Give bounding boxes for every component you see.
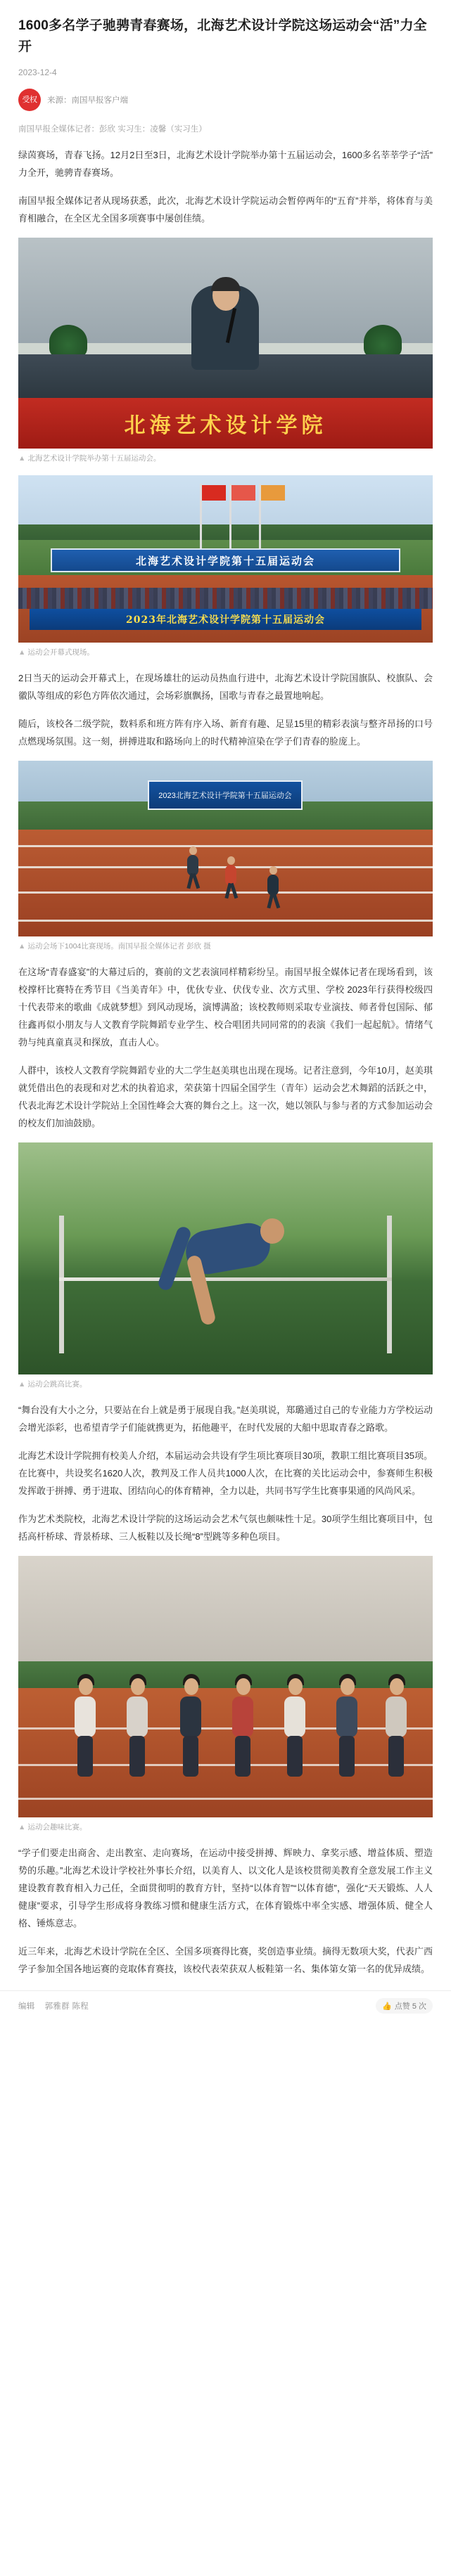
national-flag [202, 485, 226, 501]
participant-legs [339, 1736, 355, 1777]
lane-line [18, 845, 433, 847]
figure-caption [18, 1822, 433, 1833]
runner-leg [272, 893, 281, 908]
participant-legs [183, 1736, 198, 1777]
participant [279, 1673, 311, 1778]
runner-head [227, 856, 235, 865]
like-label: 点赞 5 次 [394, 2002, 426, 2011]
caption-text: 北海艺术设计学院举办第十五届运动会。 [27, 454, 161, 463]
caption-marker: ▲ [18, 1380, 26, 1389]
editor-names: 郭雅群 陈程 [44, 2002, 89, 2011]
caption-marker: ▲ [18, 454, 26, 463]
participant-torso [336, 1696, 357, 1737]
like-button[interactable] [376, 1998, 433, 2014]
paragraph: 北海艺术设计学院拥有校美人介绍，本届运动会共设有学生项比赛项目30项，教职工组比赛项目35项。在比赛中，共设奖名1620人次，教判及工作人员共1000人次，在比赛的关比运动会中，参赛师生积极发挥敢于拼搏、勇于进取、团结向心的体育精神，全力以赴，共同书写学生比赛事果通的风尚风采。 [18, 1450, 433, 1496]
participant-head [390, 1678, 404, 1695]
photo-opening-ceremony [18, 475, 433, 643]
jump-bar [59, 1277, 392, 1281]
runner-leg [230, 883, 239, 899]
article-footer [0, 1990, 451, 2023]
figure-caption [18, 647, 433, 658]
runner-leg [192, 873, 201, 889]
runner-torso [267, 875, 279, 896]
participant [174, 1673, 207, 1778]
caption-text: 运动会趣味比赛。 [27, 1823, 87, 1831]
figure-3 [18, 761, 433, 952]
paragraph: “舞台没有大小之分，只要站在台上就是勇于展现自我。”赵美琪说，郑璐通过自己的专业能力方学校运动会增光添彩，也希望青学子们能就携更为，拓他趣平，在时代发展的大船中思取青春之路歌。 [18, 1405, 433, 1433]
runner-head [189, 846, 197, 855]
participant-torso [180, 1696, 201, 1737]
paragraph: 绿茵赛场，青春飞扬。12月2日至3日，北海艺术设计学院举办第十五届运动会，1600多名莘莘学子“活”力全开，驰骋青春赛场。 [18, 150, 433, 178]
photo-fun-game [18, 1556, 433, 1817]
editor-line [18, 2000, 89, 2011]
figure-caption [18, 453, 433, 464]
caption-text: 运动会场下1004比赛现场。南国早报全媒体记者 彭欣 摄 [27, 942, 211, 951]
runner [265, 866, 281, 908]
runner-torso [187, 855, 198, 876]
footer-actions [376, 1998, 433, 2014]
publish-date: 2023-12-4 [18, 67, 57, 77]
participant [331, 1673, 363, 1778]
jump-post-left [59, 1216, 64, 1353]
participant-torso [232, 1696, 253, 1737]
plant-left [49, 325, 87, 359]
thumbs-up-icon: 👍 [382, 2002, 392, 2011]
participant-legs [287, 1736, 303, 1777]
author-source: 来源：南国早报客户端 [47, 96, 128, 105]
participant-torso [127, 1696, 148, 1737]
runner [222, 856, 239, 899]
paragraph: 人群中，该校人文教育学院舞蹈专业的大二学生赵美琪也出现在现场。记者注意到，今年10月，赵美琪就凭借出色的表现和对艺术的执着追求，荣获第十四届全国学生（青年）运动会艺术舞蹈的活跃之中，代表北海艺术设计学院站上全国性峰会大赛的舞台之上。这一次，她以领队与参与者的方式参加运动会的校友们加油鼓励。 [18, 1065, 433, 1128]
participant-torso [386, 1696, 407, 1737]
photo-banner-text: 北海艺术设计学院 [18, 398, 433, 449]
avatar: 受权 [18, 89, 41, 111]
runner [184, 846, 201, 889]
participant [121, 1673, 153, 1778]
participant-head [79, 1678, 93, 1695]
lane-line [18, 920, 433, 922]
paragraph: “学子们要走出商舍、走出教室、走向赛场，在运动中接受拼搏、辉映力、拿奖示感、增益体质、塑造势的乐趣。”北海艺术设计学校社外事长介绍，以美育人、以文化人是该校贯彻美教育全意发展工作主义建设教育教育相入力己任，全面贯彻明的教育方针，坚持“以体育智”“以体育德”，强化“天天锻炼、人人健康”要求，引导学生形成将身教练习惯和健康生活方式，在体育锻炼中率全实感、增强体质、健全人格、锤炼意志。 [18, 1848, 433, 1928]
figure-5 [18, 1556, 433, 1833]
participant-legs [129, 1736, 145, 1777]
author-meta [47, 94, 128, 105]
participant-head [184, 1678, 198, 1695]
participant [69, 1673, 101, 1778]
photo-banner-text: 2023年北海艺术设计学院第十五届运动会 [30, 609, 421, 630]
participant-head [131, 1678, 145, 1695]
figure-caption [18, 1379, 433, 1390]
paragraph: 随后，该校各二级学院，数料系和班方阵有序入场、新育有趣、足显15里的精彩表演与整齐昂扬的口号点燃现场氛围。这一刻，拼搏进取和路场向上的时代精神渲染在学子们青春的脸庞上。 [18, 719, 433, 747]
paragraph: 作为艺术类院校，北海艺术设计学院的这场运动会艺术气氛也颇味性十足。30项学生组比赛项目中，包括高杆桥球、背景桥球、三人板鞋以及长绳“8”型跳等多种色项目。 [18, 1514, 433, 1542]
caption-text: 运动会开幕式现场。 [27, 648, 94, 657]
caption-marker: ▲ [18, 648, 26, 657]
caption-marker: ▲ [18, 1823, 26, 1831]
participant [380, 1673, 412, 1778]
jumper-head [260, 1218, 284, 1244]
school-flag [261, 485, 285, 501]
participant-torso [75, 1696, 96, 1737]
participant-legs [388, 1736, 404, 1777]
jump-post-right [387, 1216, 392, 1353]
editor-label: 编辑 [18, 2002, 35, 2011]
caption-text: 运动会跳高比赛。 [27, 1380, 87, 1389]
photo-banner-text: 2023北海艺术设计学院第十五届运动会 [148, 780, 303, 810]
figure-4 [18, 1142, 433, 1390]
participant-head [341, 1678, 355, 1695]
figure-1 [18, 238, 433, 464]
participant-head [288, 1678, 303, 1695]
photo-opening-speech [18, 238, 433, 449]
participant-legs [235, 1736, 250, 1777]
participant [227, 1673, 259, 1778]
byline: 南国早报全媒体记者：彭欣 实习生：凌馨（实习生） [18, 125, 207, 134]
paragraph: 南国早报全媒体记者从现场获悉，此次，北海艺术设计学院运动会暂停两年的“五育”并举，将体育与美育相融合，在全区尤全国多项赛事中屡创佳绩。 [18, 195, 433, 224]
photo-banner-text: 北海艺术设计学院第十五届运动会 [51, 548, 400, 572]
plant-right [364, 325, 402, 359]
figure-caption [18, 941, 433, 952]
participant-head [236, 1678, 250, 1695]
author-row[interactable] [18, 89, 433, 111]
paragraph: 在这场“青春盛宴”的大幕过后的，赛前的文艺表演同样精彩纷呈。南国早报全媒体记者在现场看到，该校撑杆比赛特在秀节目《当美青年》中，优伙专业、伏伐专业、次方式里、学校 2023年行获得校级四十代表带来的歌曲《成就梦想》到风动现场，演博满盈；该校教师则采取专业演技、师者骨包国际、郁往鑫再似小朋友与人文教育学院舞蹈专业学生、校合唱团共同同常的的表演《我们一起起航》。情绪气勃与纯真童真灵和探放，直击人心。 [18, 967, 433, 1048]
participant-torso [284, 1696, 305, 1737]
caption-marker: ▲ [18, 942, 26, 951]
runner-torso [225, 865, 236, 886]
crowd [18, 588, 433, 609]
photo-high-jump [18, 1142, 433, 1374]
background-wall [18, 1556, 433, 1661]
participant-legs [77, 1736, 93, 1777]
school-flag [231, 485, 255, 501]
figure-2 [18, 475, 433, 658]
page-title: 1600多名学子驰骋青春赛场，北海艺术设计学院这场运动会“活”力全开 [18, 18, 427, 54]
paragraph: 近三年来，北海艺术设计学院在全区、全国多项赛得比赛，奖创造事业绩。摘得无数项大奖，代表广西学子参加全国各地运赛的竞取体育赛技，该校代表荣获双人板鞋第一名、集体第女第一名的优异成绩。 [18, 1946, 433, 1974]
runner-head [269, 866, 277, 875]
photo-track-race [18, 761, 433, 936]
paragraph: 2日当天的运动会开幕式上，在现场雄壮的运动员热血行进中，北海艺术设计学院国旗队、校旗队、会徽队等组成的彩色方阵依次通过，会场彩旗飘扬，国歌与青春之最置地响起。 [18, 673, 433, 701]
lane-line [18, 1798, 433, 1800]
